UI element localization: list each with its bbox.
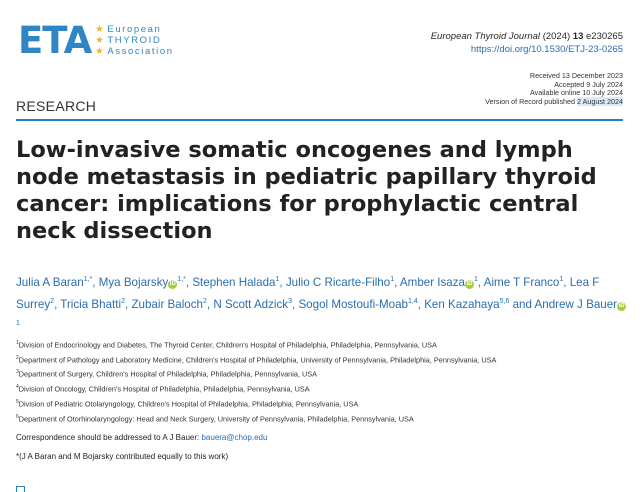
author-item [484,276,564,289]
author-affiliation-ref: 1 [474,276,478,283]
journal-volume: 13 [572,31,584,42]
author-item [400,276,478,289]
author-affiliation-ref: 1 [390,276,395,283]
affiliation-item [16,396,496,411]
author-item [298,298,417,311]
author-name[interactable]: Sogol Mostoufi-Moab [298,297,409,311]
author-name[interactable]: Ken Kazahaya [424,297,500,311]
date-version-of-record [485,98,623,107]
author-item [213,298,292,311]
logo-wordmark [95,24,173,57]
correspondence-label: Correspondence should be addressed to A J Bauer: [16,433,200,442]
orcid-icon[interactable]: iD [169,280,176,287]
publication-dates [485,72,623,106]
affiliations-list [16,337,496,425]
article-title: Low-invasive somatic oncogenes and lymph node metastasis in pediatric papillary thyroid cancer: implications for prophylactic central neck dissection [16,137,597,244]
vor-date: 2 August 2024 [577,96,623,106]
author-affiliation-ref: 2 [202,297,207,305]
logo-line-1: European [107,24,162,35]
author-affiliation-ref: 3 [288,297,292,305]
author-name[interactable]: Amber Isaza [399,275,466,289]
journal-citation [431,30,623,56]
affiliation-item [16,411,496,426]
vor-label: Version of Record published [485,96,576,106]
author-item [60,298,125,311]
author-name[interactable]: Stephen Halada [192,275,276,289]
author-list: Julia A Baran$^{1,*}$, Mya Bojarsky $iD^{1,*}$, Stephen Halada$^1$, Julio C Ricarte-Filho$^1$, Amber Isaza $iD^1$, Aime T Franco$^1$, Lea F Surrey$^2$, Tricia Bhatti$^2$, Zubair Baloch$^2$, N Scott Adzick$^3$, Sogol Mostoufi-Moab$^{1,4}$, Ken Kazahaya$^{5,6}$ and Andrew J Bauer $iD^1$ [16,270,628,336]
author-name[interactable]: Lea F Surrey [16,275,600,311]
author-affiliation-ref: 1 [559,276,564,283]
author-item [192,276,279,289]
author-item [286,276,394,289]
author-name[interactable]: Julio C Ricarte-Filho [285,275,391,289]
affiliation-item [16,352,496,367]
logo-mark: ETA [18,19,92,62]
orcid-icon[interactable]: iD [618,302,625,309]
author-affiliation-ref: 1 [275,276,280,283]
affiliation-text: Department of Otorhinolaryngology: Head and Neck Surgery, University of Pennsylvania, Philadelphia, Pennsylvania, USA [18,414,414,424]
author-name[interactable]: Andrew J Bauer [534,297,618,311]
author-affiliation-ref: 1,* [177,276,186,283]
author-affiliation-ref: 1 [16,319,20,327]
author-item [424,298,509,311]
author-affiliation-ref: 1,4 [408,297,418,305]
star-icon: ★ [95,35,106,46]
affiliation-number: 6 [16,413,19,420]
author-name[interactable]: Tricia Bhatti [60,297,122,311]
affiliation-text: Department of Surgery, Children's Hospital of Philadelphia, Philadelphia, Pennsylvania, USA [18,369,317,379]
affiliation-text: Division of Oncology, Children's Hospital of Philadelphia, Philadelphia, Pennsylvania, USA [18,384,310,394]
affiliation-number: 5 [16,398,19,405]
affiliation-text: Department of Pathology and Laboratory Medicine, Children's Hospital of Philadelphia, University of Pennsylvania, Philadelphia, Pennsylvania, USA [18,355,497,365]
affiliation-number: 3 [16,369,19,376]
correspondence [16,433,267,442]
affiliation-item [16,366,496,381]
article-number: e230265 [586,31,623,42]
affiliation-item [16,381,496,396]
author-name[interactable]: Zubair Baloch [131,297,203,311]
author-name[interactable]: Aime T Franco [483,275,560,289]
equal-contribution-note: *(J A Baran and M Bojarsky contributed equally to this work) [16,452,229,461]
author-name[interactable]: N Scott Adzick [213,297,289,311]
affiliation-number: 1 [16,340,19,346]
author-name[interactable]: Mya Bojarsky [98,275,169,289]
date-accepted: Accepted 9 July 2024 [554,79,623,89]
author-affiliation-ref: 5,6 [499,297,510,305]
date-online: Available online 10 July 2024 [530,88,623,98]
logo-line-3: Association [107,46,174,57]
doi-link[interactable]: https://doi.org/10.1530/ETJ-23-0265 [470,44,623,55]
section-label: RESEARCH [16,98,97,114]
author-affiliation-ref: 2 [50,297,55,305]
author-affiliation-ref: 1,* [83,276,93,283]
journal-year: (2024) [542,31,571,42]
author-item [16,276,92,289]
author-item [99,276,186,289]
author-and: and [512,297,532,311]
journal-name: European Thyroid Journal [430,31,541,42]
correspondence-email-link[interactable]: bauera@chop.edu [201,433,268,442]
author-name[interactable]: Julia A Baran [16,275,84,289]
author-affiliation-ref: 2 [121,297,125,305]
eta-logo [18,19,174,62]
logo-line-2: THYROID [107,35,162,46]
author-item [131,298,206,311]
affiliation-number: 4 [16,384,19,391]
star-icon: ★ [95,24,106,35]
affiliation-number: 2 [16,354,19,361]
star-icon: ★ [95,46,106,57]
open-access-icon [16,486,25,492]
header-rule [16,119,623,121]
affiliation-text: Division of Endocrinology and Diabetes, The Thyroid Center, Children's Hospital of Philadelphia, Philadelphia, Pennsylvania, USA [18,340,437,350]
affiliation-item [16,337,496,352]
orcid-icon[interactable]: iD [466,280,473,287]
date-received: Received 13 December 2023 [529,71,623,80]
affiliation-text: Division of Pediatric Otolaryngology, Children's Hospital of Philadelphia, Philadelphia, Pennsylvania, USA [18,399,359,409]
